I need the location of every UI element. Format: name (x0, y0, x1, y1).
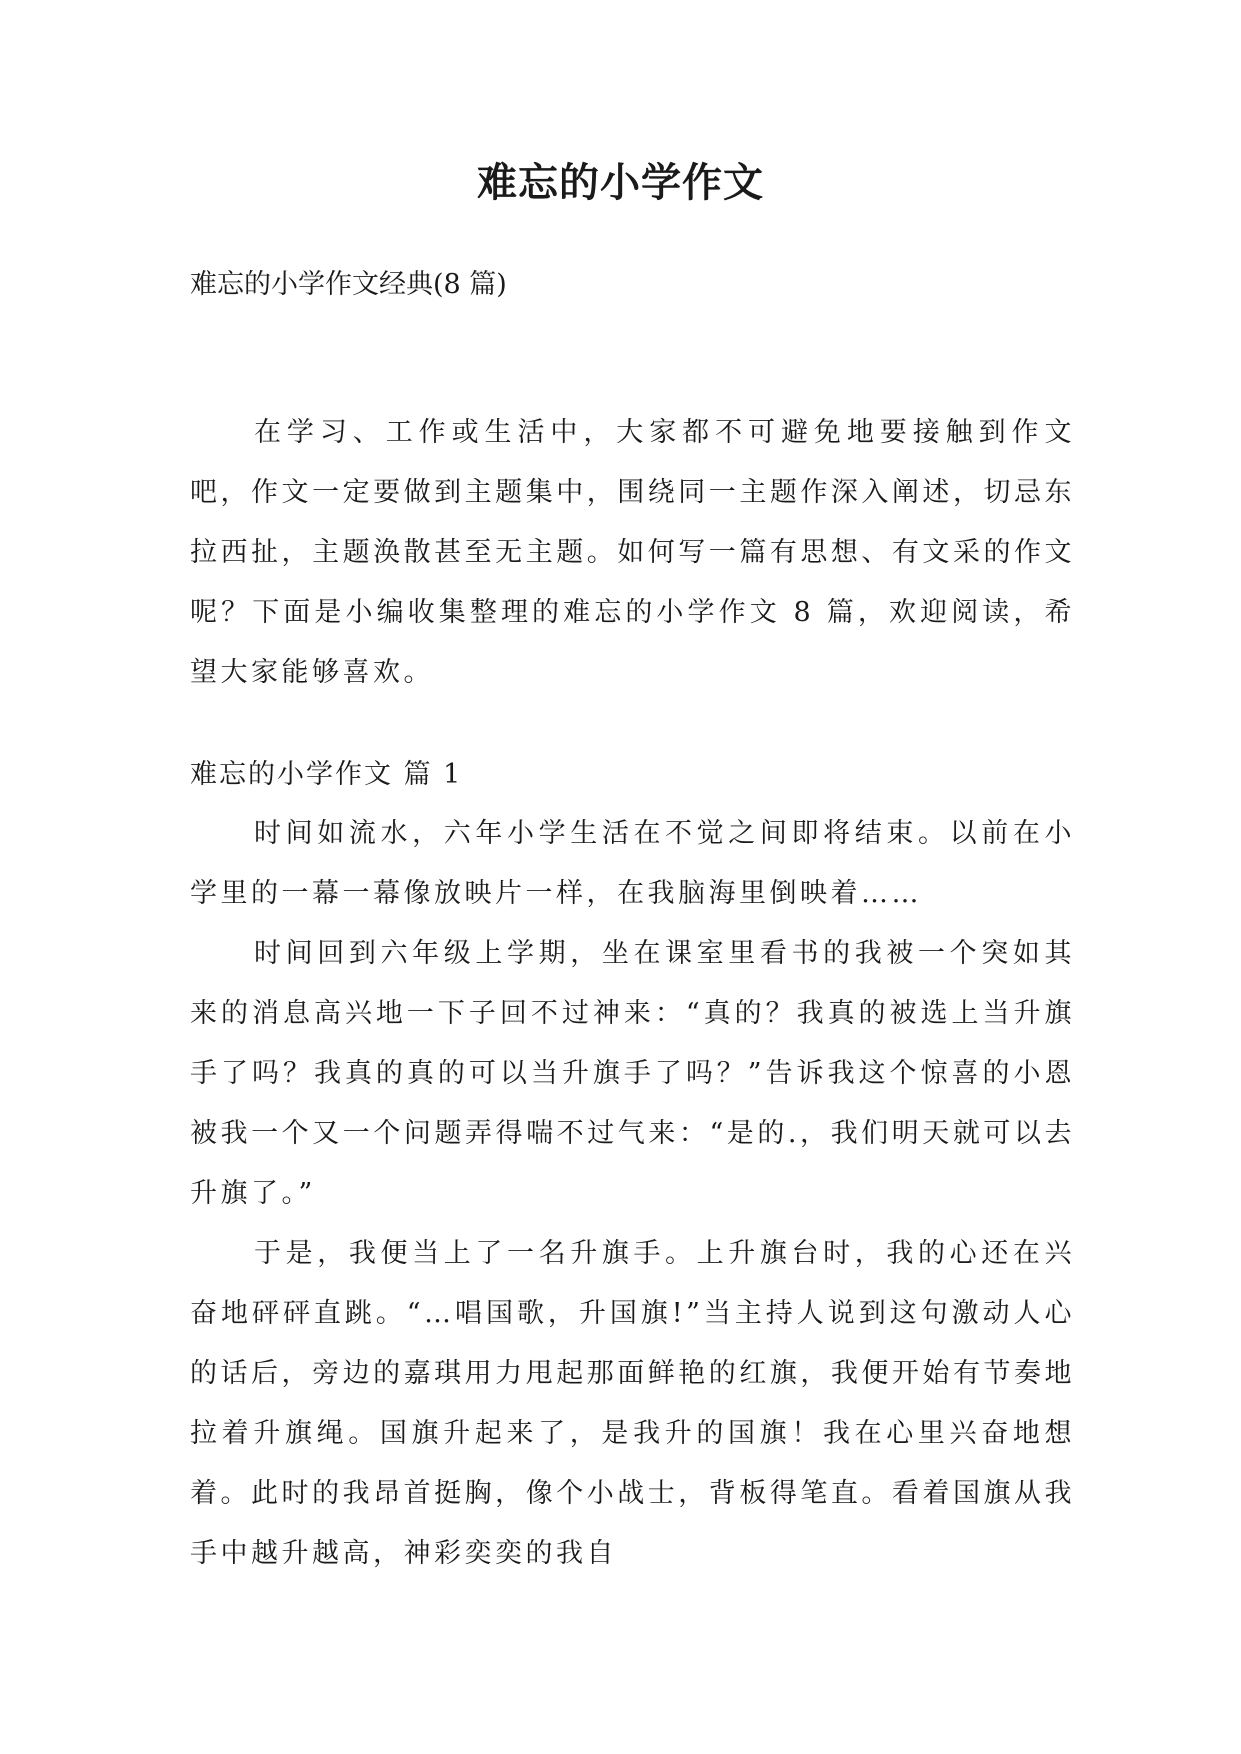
document-subtitle: 难忘的小学作文经典(8 篇) (190, 269, 507, 300)
section-heading: 难忘的小学作文 篇 1 (190, 759, 463, 790)
essay-paragraph: 于是，我便当上了一名升旗手。上升旗台时，我的心还在兴奋地砰砰直跳。“…唱国歌，升国旗!”当主持人说到这句激动人心的话后，旁边的嘉琪用力甩起那面鲜艳的红旗，我便开始有节奏地拉着升旗绳。国旗升起来了，是我升的国旗！我在心里兴奋地想着。此时的我昂首挺胸，像个小战士，背板得笔直。看着国旗从我手中越升越高，神彩奕奕的我自 (190, 1238, 1075, 1569)
essay-paragraph: 时间如流水，六年小学生活在不觉之间即将结束。以前在小学里的一幕一幕像放映片一样，在我脑海里倒映着…… (190, 818, 1075, 909)
document-title: 难忘的小学作文 (477, 160, 764, 206)
essay-paragraph: 时间回到六年级上学期，坐在课室里看书的我被一个突如其来的消息高兴地一下子回不过神来：“真的？我真的被选上当升旗手了吗？我真的真的可以当升旗手了吗？”告诉我这个惊喜的小恩被我一个又一个问题弄得喘不过气来：“是的.，我们明天就可以去升旗了。” (190, 938, 1075, 1209)
intro-block (190, 403, 1075, 703)
essay-body (190, 804, 1075, 1584)
intro-paragraph: 在学习、工作或生活中，大家都不可避免地要接触到作文吧，作文一定要做到主题集中，围绕同一主题作深入阐述，切忌东拉西扯，主题涣散甚至无主题。如何写一篇有思想、有文采的作文呢？下面是小编收集整理的难忘的小学作文 8 篇，欢迎阅读，希望大家能够喜欢。 (190, 417, 1075, 688)
